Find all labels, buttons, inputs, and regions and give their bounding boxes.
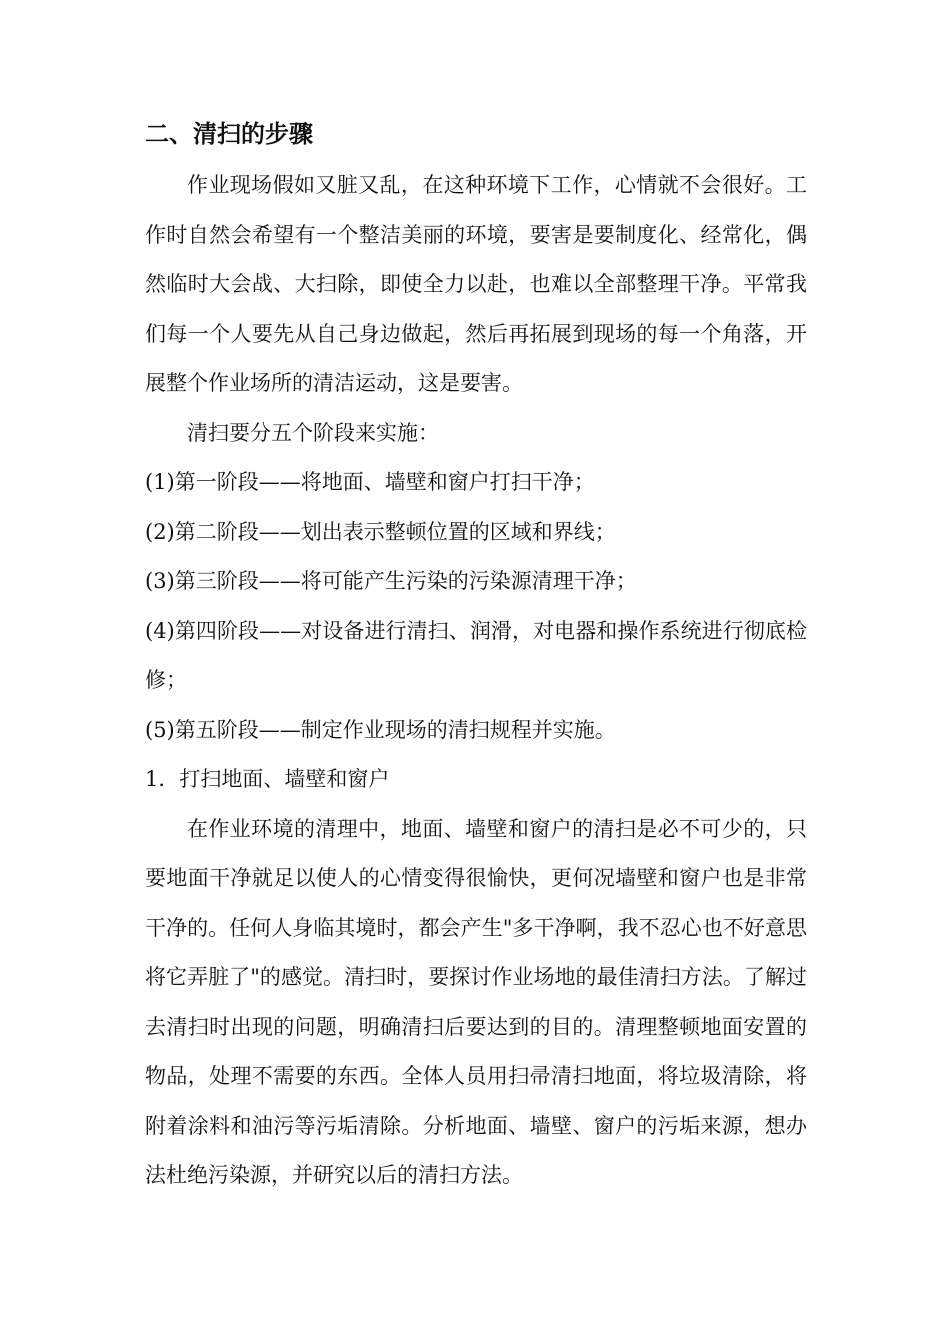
stage-item-5: (5)第五阶段——制定作业现场的清扫规程并实施。 [145,717,616,742]
section-heading: 二、清扫的步骤 [145,120,313,148]
stage-item-4: (4)第四阶段——对设备进行清扫、润滑，对电器和操作系统进行彻底检修； [145,618,807,692]
stage-item-3: (3)第三阶段——将可能产生污染的污染源清理干净； [145,569,637,593]
subsection-title: 1．打扫地面、墙壁和窗户 [145,767,390,791]
stage-item-1: (1)第一阶段——将地面、墙壁和窗户打扫干净； [145,470,595,494]
document-body [145,114,807,1201]
subsection-paragraph: 在作业环境的清理中，地面、墙壁和窗户的清扫是必不可少的，只要地面干净就足以使人的心情变得很愉快，更何况墙壁和窗户也是非常干净的。任何人身临其境时，都会产生"多干净啊，我不忍心也不好意思将它弄脏了"的感觉。清扫时，要探讨作业场地的最佳清扫方法。了解过去清扫时出现的问题，明确清扫后要达到的目的。清理整顿地面安置的物品，处理不需要的东西。全体人员用扫帚清扫地面，将垃圾清除，将附着涂料和油污等污垢清除。分析地面、墙壁、窗户的污垢来源，想办法杜绝污染源，并研究以后的清扫方法。 [145,816,807,1187]
stage-item-2: (2)第二阶段——划出表示整顿位置的区域和界线； [145,519,616,544]
stages-intro: 清扫要分五个阶段来实施： [187,420,439,445]
intro-paragraph: 作业现场假如又脏又乱，在这种环境下工作，心情就不会很好。工作时自然会希望有一个整洁美丽的环境，要害是要制度化、经常化，偶然临时大会战、大扫除，即使全力以赴，也难以全部整理干净。平常我们每一个人要先从自己身边做起，然后再拓展到现场的每一个角落，开展整个作业场所的清洁运动，这是要害。 [145,173,807,395]
